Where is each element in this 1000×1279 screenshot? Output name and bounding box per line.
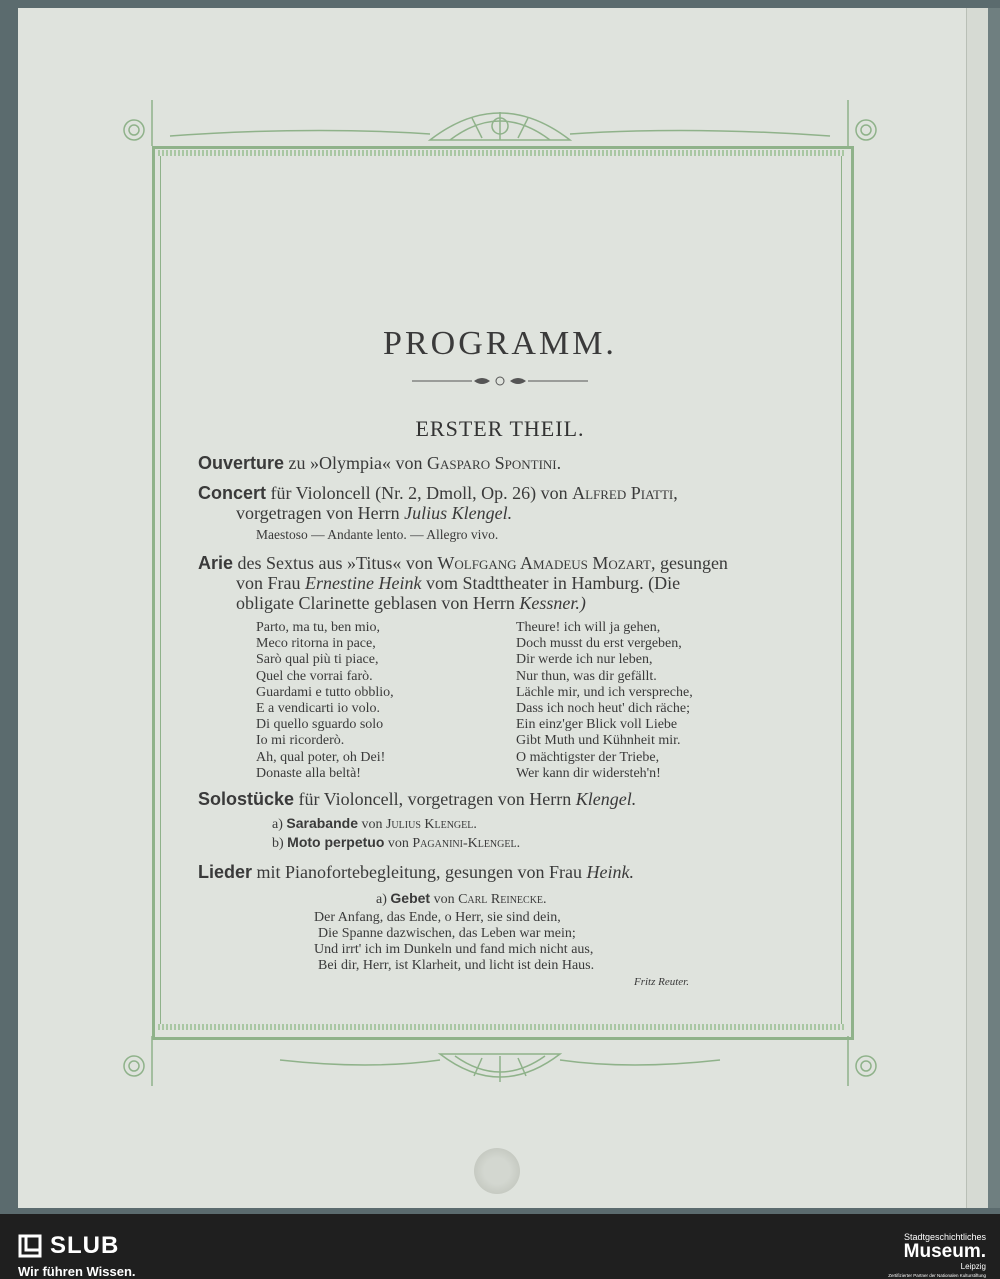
- lyric-line: E a vendicarti io volo.: [256, 701, 381, 717]
- scan-margin: [988, 8, 1000, 1208]
- title-divider-ornament: [412, 374, 588, 388]
- piece-title: Moto perpetuo: [287, 834, 385, 850]
- lyric-line: Ein einz'ger Blick voll Liebe: [516, 717, 678, 733]
- lyric-line: Di quello sguardo solo: [256, 717, 384, 733]
- solostueck-a: a) Sarabande von Julius Klengel.: [272, 815, 477, 832]
- museum-logo[interactable]: [888, 1232, 986, 1278]
- next-page-edge: [966, 8, 989, 1208]
- item-text: für Violoncell, vorgetragen von Herrn: [298, 789, 572, 809]
- section-heading: ERSTER THEIL.: [415, 416, 585, 441]
- tempo-markings: Maestoso — Andante lento. — Allegro vivo.: [256, 527, 499, 542]
- slub-wordmark: SLUB: [50, 1232, 120, 1259]
- arie-clarinet-line: obligate Clarinette geblasen von Herrn Kessner.): [236, 593, 586, 613]
- poet-name: Fritz Reuter.: [634, 976, 689, 988]
- lyric-line: Lächle mir, und ich verspreche,: [516, 684, 693, 700]
- composer-name: Paganini-Klengel.: [412, 836, 521, 851]
- lyric-line: Donaste alla beltà!: [256, 765, 361, 781]
- item-text: zu »Olympia« von: [288, 453, 423, 473]
- performer-name: Klengel.: [575, 789, 637, 809]
- lyric-line: Theure! ich will ja gehen,: [516, 620, 661, 635]
- composer-name: Julius Klengel.: [385, 817, 477, 832]
- lyric-line: Sarò qual più ti piace,: [256, 652, 379, 668]
- composer-name: Gasparo Spontini.: [427, 453, 562, 473]
- clarinet-player: Kessner.): [519, 593, 586, 613]
- museum-top-line: Stadtgeschichtliches: [903, 1232, 986, 1242]
- lyrics-italian: [256, 620, 394, 782]
- item-heading: Arie: [198, 553, 234, 573]
- composer-name: Carl Reinecke.: [458, 892, 547, 907]
- lyric-line: Ah, qual poter, oh Dei!: [256, 749, 386, 765]
- lyric-line: Meco ritorna in pace,: [256, 636, 376, 652]
- item-heading: Solostücke: [198, 789, 295, 809]
- item-text: mit Pianofortebegleitung, gesungen von Frau: [256, 862, 582, 882]
- library-stamp: [474, 1148, 520, 1194]
- museum-city: Leipzig: [960, 1262, 986, 1271]
- museum-note: Zertifizierter Partner der Nationalen Kulturstiftung: [888, 1273, 986, 1278]
- lyric-line: Gibt Muth und Kühnheit mir.: [516, 733, 681, 749]
- poem-text: [314, 910, 594, 974]
- singer-name: Heink.: [586, 862, 634, 882]
- lyric-line: O mächtigster der Triebe,: [516, 749, 660, 765]
- item-heading: Concert: [198, 483, 267, 503]
- poem-line: Bei dir, Herr, ist Klarheit, und licht ist dein Haus.: [318, 958, 595, 973]
- lyric-line: Quel che vorrai farò.: [256, 668, 373, 684]
- lied-a: a) Gebet von Carl Reinecke.: [376, 890, 547, 907]
- lyrics-german: [516, 620, 693, 782]
- lyric-line: Dir werde ich nur leben,: [516, 652, 653, 668]
- program-item-arie: Arie des Sextus aus »Titus« von Wolfgang Amadeus Mozart, gesungen: [198, 553, 728, 573]
- poem-line: Die Spanne dazwischen, das Leben war mein;: [318, 926, 576, 941]
- arie-singer-line: von Frau Ernestine Heink vom Stadttheater in Hamburg. (Die: [236, 573, 681, 593]
- composer-name: Wolfgang Amadeus Mozart,: [437, 553, 656, 573]
- item-text: des Sextus aus »Titus« von: [237, 553, 433, 573]
- lyric-line: Wer kann dir widersteh'n!: [516, 765, 661, 781]
- program-item-solostuecke: [198, 789, 636, 810]
- lyric-line: Io mi ricorderò.: [256, 733, 345, 749]
- concert-performer-line: vorgetragen von Herrn Julius Klengel.: [236, 503, 513, 523]
- program-item-ouverture: [198, 453, 561, 474]
- poem-line: Der Anfang, das Ende, o Herr, sie sind dein,: [314, 910, 561, 925]
- slub-tagline: Wir führen Wissen.: [18, 1264, 136, 1279]
- program-item-concert: [198, 483, 678, 504]
- item-heading: Lieder: [198, 862, 253, 882]
- piece-title: Sarabande: [286, 815, 358, 831]
- solostueck-b: b) Moto perpetuo von Paganini-Klengel.: [272, 834, 521, 851]
- item-text: für Violoncell (Nr. 2, Dmoll, Op. 26) von: [270, 483, 568, 503]
- composer-name: Alfred Piatti,: [572, 483, 678, 503]
- program-title: PROGRAMM.: [383, 325, 617, 362]
- poem-line: Und irrt' ich im Dunkeln und fand mich nicht aus,: [314, 942, 594, 957]
- lyric-line: Guardami e tutto obblio,: [256, 684, 394, 700]
- slub-mark-icon: [18, 1234, 42, 1258]
- singer-name: Ernestine Heink: [305, 573, 422, 593]
- top-ornament: [110, 96, 890, 196]
- bottom-ornament: [110, 1030, 890, 1100]
- lyric-line: Nur thun, was dir gefällt.: [516, 668, 657, 684]
- lyric-line: Parto, ma tu, ben mio,: [256, 620, 381, 635]
- lyric-line: Dass ich noch heut' dich räche;: [516, 701, 690, 717]
- slub-logo[interactable]: [18, 1232, 136, 1279]
- program-item-lieder: [198, 862, 634, 883]
- performer-name: Julius Klengel.: [404, 503, 513, 523]
- piece-title: Gebet: [390, 890, 431, 906]
- lyric-line: Doch musst du erst vergeben,: [516, 636, 682, 652]
- museum-name: Museum.: [903, 1241, 986, 1262]
- item-heading: Ouverture: [198, 453, 285, 473]
